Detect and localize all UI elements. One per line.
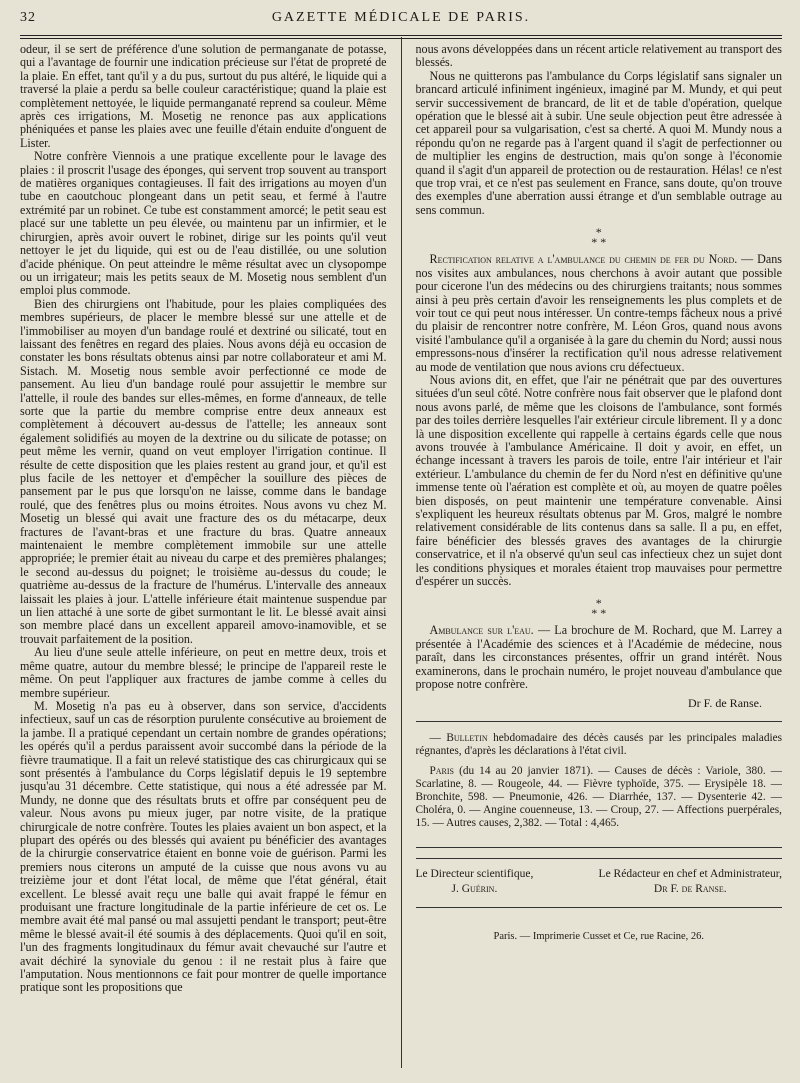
header-rule [20,35,782,36]
left-column [20,43,387,1068]
bulletin-city: Paris [429,765,455,778]
bulletin-stats [416,765,783,829]
masthead-footer [416,867,783,897]
paragraph-text: — Dans nos visites aux ambulances, nous cherchons à avoir autant que possible pour cicerone l'un des médecins ou des chirurgiens traitants; nous sommes ainsi à peu près certain d'avoir les renseignements les plus complets et de voir tout ce qui peut nous intéresser. Un contre-temps fâcheux nous a privé du plaisir de rencontrer notre confrère, M. Léon Gros, quand nous avons visité l'ambulance qu'il a organisée à la gare du chemin du Nord; aussi nous empressons-nous d'insérer la rectification qu'il nous adresse relativement au mode de ventilation que nous avions cru défectueux. [415,252,783,374]
section-separator-stars: * * * [591,596,607,621]
editor-name: Dr F. de Ranse. [653,883,727,896]
editor-label: Le Rédacteur en chef et Administrateur, [598,868,783,881]
director-name: J. Guérin. [451,883,498,896]
paragraph: Bien des chirurgiens ont l'habitude, pour les plaies compliquées des membres supérieurs, de placer le membre blessé sur une attelle et de l'immobiliser au moyen d'un bandage roulé et dextriné ou silicaté, tout en laissant des fenêtres en regard des plaies. Nous avons déjà eu occasion de constater les bons résultats obtenus ainsi par notre collaborateur et ami M. Sistach. M. Mosetig nous semble avoir perfectionné ce mode de pansement. Au lieu d'un bandage roulé pour assujettir le membre sur l'attelle, il roule des bandes sur elles-mêmes, en forme d'anneaux, de telle sorte que la partie du membre comprise entre deux anneaux est complètement à découvert au-dessus de l'attelle; les anneaux sont également solidifiés au moyen de la dextrine ou du silicate de potasse; on peut même les vernir, quand on veut employer l'irrigation continue. Il résulte de cette disposition que les plaies restent au grand jour, et qu'il est plus facile de les nettoyer et d'empêcher la souillure des pièces de pansement par le pus que lorsqu'on ne laisse, comme dans le bandage roulé, que des fenêtres plus ou moins étroites. Nous avons vu chez M. Mosetig un blessé qui avait une fracture des os du métacarpe, deux fractures de l'avant-bras et une fracture du bras. Quatre anneaux maintenaient le membre complètement immobile sur une attelle appropriée; le premier était au niveau du carpe et des premières phalanges; le second au-dessus du poignet; le troisième au-dessus du coude; le quatrième au-dessus de la fracture de l'humérus. L'intervalle des anneaux laissait les plaies à jour. L'attelle inférieure était maintenue suspendue par un lien attaché à une sorte de gibet surmontant le lit. Le blessé avait ainsi son membre placé dans un excellent appareil amovo-inamovible, et se trouvait parfaitement de la position. [20,296,387,646]
director-block [416,867,534,897]
signature: Dr F. de Ranse. [687,696,763,711]
right-column [416,43,783,1068]
director-label: Le Directeur scientifique, [415,868,534,881]
bulletin-stats-text: (du 14 au 20 janvier 1871). — Causes de décès : Variole, 380. — Scarlatine, 8. — Rougeole, 44. — Fièvre typhoïde, 375. — Erysipèle 18. — Bronchite, 598. — Pneumonie, 426. — Diarrhée, 137. — Dysenterie 42. — Choléra, 0. — Angine couenneuse, 13. — Croup, 27. — Affections puerpérales, 15. — Autres causes, 2,382. — Total : 4,465. [415,765,783,829]
bulletin-title: Bulletin [446,731,488,744]
paragraph: Nous ne quitterons pas l'ambulance du Corps législatif sans signaler un brancard articulé infiniment ingénieux, imaginé par M. Mundy, et qui peut servir successivement de brancard, de lit et de table d'opération, quelque opération que le blessé ait à subir. Une seule objection peut être adressée à cet appareil pour sa vulgarisation, c'est sa cherté. A quoi M. Mundy nous a répondu qu'on ne regarde pas à l'argent quand il s'agit de perfectionner ou de multiplier les engins de destruction, mais qu'on songe à l'économie quand il s'agit d'un appareil de protection ou de restauration. Hélas! ce n'est que trop vrai, et ce n'est pas seulement en France, sans doute, qu'on trouve des exemples d'une aberration aussi étrange et d'un semblable outrage au sens commun. [415,68,783,217]
paragraph: Notre confrère Viennois a une pratique excellente pour le lavage des plaies : il proscrit l'usage des éponges, qui servent trop souvent au transport de matières organiques contagieuses. Il fait des irrigations au moyen d'un tube en caoutchouc plongeant dans un petit seau, et fermé à l'autre extrémité par un robinet. Ce tube est constamment amorcé; le petit seau est placé sur une tablette un peu élevée, ou maintenu par un infirmier, et le chirurgien, après avoir ouvert le robinet, dirige sur les points qu'il veut nettoyer le jet du liquide, qui est ou de l'eau distillée, ou une solution d'acide phénique. On peut atteindre le même résultat avec un clysopompe ou un irrigateur; mais les petits seaux de M. Mosetig nous semblent d'un emploi plus commode. [20,149,387,298]
ambulance-eau-paragraph [416,624,783,691]
divider [416,721,783,722]
two-column-body [20,43,782,1068]
paragraph-text: — La brochure de M. Rochard, que M. Larrey a présentée à l'Académie des sciences et à l'Académie de médecine, nous paraît, dans les circonstances présentes, offrir un grand intérêt. Nous examinerons, dans le prochain numéro, le projet nouveau d'ambulance que propose notre confrère. [415,623,783,692]
paragraph: nous avons développées dans un récent article relativement au transport des blessés. [415,43,783,70]
paragraph: M. Mosetig n'a pas eu à observer, dans son service, d'accidents infectieux, sauf un cas de résorption purulente consécutive au broiement de la jambe. Il a pratiqué cependant un certain nombre de grandes opérations; les opérés qu'il a perdus paraissent avoir succombé dans la période de la fièvre traumatique. Il a fait un relevé statistique des cas chirurgicaux qui se sont présentés à l'ambulance du Corps législatif depuis le 19 septembre jusqu'au 31 décembre. Cette statistique, qui nous a été adressée par M. Mundy, ne donne que des résultats bruts et offre par conséquent peu de valeur. Nous avons pu mieux juger, par notre visite, de la pratique chirurgicale de notre confrère. Toutes les plaies avaient un bon aspect, et la plupart des opérés ou des blessés qui avaient pu bénéficier des avantages de la chirurgie conservatrice étaient en bonne voie de guérison. Parmi les premiers nous citerons un amputé de la cuisse que nous avons vu au treizième jour et dont l'état local, de même que l'état général, était excellent. Le blessé avait reçu une balle qui avait frappé le fémur en produisant une fracture longitudinale de la partie inférieure de cet os. Le membre avait été mal pansé ou mal assujetti pendant le transport; peut-être même le blessé avait-il été soumis à des déplacements. Quoi qu'il en soit, l'un des fragments longitudinaux du fémur avait chevauché sur l'autre et avait déchiré la synoviale du genou : il ne restait plus à faire que l'amputation. Nous mentionnons ce fait pour montrer de quelle importance pratique sont les propositions que [20,698,387,995]
publication-title: GAZETTE MÉDICALE DE PARIS. [271,10,531,25]
printer-imprint: Paris. — Imprimerie Cusset et Ce, rue Racine, 26. [493,931,705,943]
divider [416,847,783,848]
section-title: Ambulance sur l'eau. [429,623,534,638]
bulletin-intro-text: hebdomadaire des décès causés par les principales maladies régnantes, d'après les déclarations à l'état civil. [415,731,783,757]
divider-thin [416,858,783,859]
page-number: 32 [20,10,36,25]
bulletin-intro: — Bulletin hebdomadaire des décès causés par les principales maladies régnantes, d'après les déclarations à l'état civil. [415,731,783,757]
column-divider [401,37,402,1068]
rectification-paragraph [416,253,783,374]
paragraph: odeur, il se sert de préférence d'une solution de permanganate de potasse, qui a l'avantage de fournir une indication précieuse sur l'état de propreté de la plaie. En effet, tant qu'il y a du pus, surtout du pus altéré, le liquide qui a traversé la plaie a perdu sa belle couleur caractéristique; quand la plaie est complètement nettoyée, le liquide permanganaté reprend sa couleur. Même après ces irrigations, M. Mosetig ne renonce pas aux applications phéniquées et panse les plaies avec une feuille d'étain enduite d'onguent de Lister. [20,43,387,150]
paragraph: Nous avions dit, en effet, que l'air ne pénétrait que par des ouvertures situées d'un seul côté. Notre confrère nous fait observer que le plafond dont nous avons parlé, de même que les cloisons de l'ambulance, sont formés par des toiles derrière lesquelles l'air extérieur circule librement. Il y a donc là une disposition excellente qui rappelle à certains égards celle que nous avons trouvée à l'ambulance Américaine. Il doit y avoir, en effet, un échange incessant à travers les parois de toile, entre l'air intérieur et l'air extérieur. L'ambulance du chemin de fer du Nord n'est en définitive qu'une immense tente où l'aération est complète et où, au moyen de quatre poêles bien disposés, on peut maintenir une température convenable. Ainsi s'expliquent les heureux résultats obtenus par M. Gros, malgré le nombre relativement considérable de lits contenus dans sa salle. Il a pu, en effet, faire bénéficier des blessés graves des avantages de la chirurgie conservatrice, et il n'a observé qu'un seul cas infectieux chez un sujet dont les conditions physiques et morales étaient trop mauvaises pour permettre d'espérer un succès. [415,372,783,589]
section-separator-stars: * * * [591,225,607,250]
section-title: Rectification relative a l'ambulance du chemin de fer du Nord. [429,252,738,267]
paragraph: Au lieu d'une seule attelle inférieure, on peut en mettre deux, trois et même quatre, autour du membre blessé; le principe de l'appareil reste le même. On peut l'appliquer aux fractures de jambe comme à celles du membre supérieur. [20,645,387,700]
divider [416,907,783,908]
editor-block [599,867,782,897]
page-header [20,10,782,32]
